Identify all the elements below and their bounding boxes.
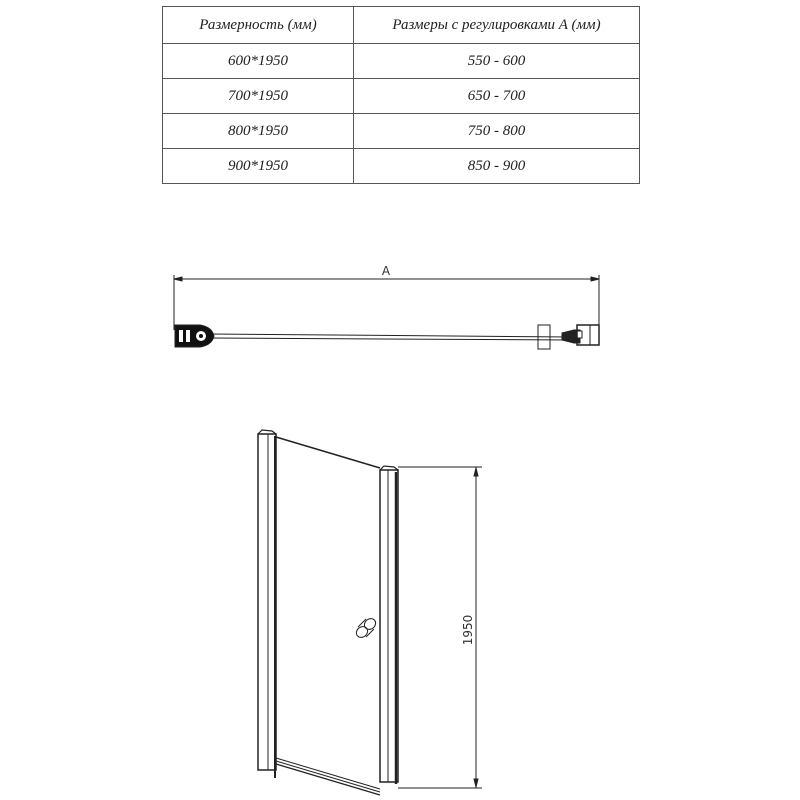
glass-line [210, 334, 570, 337]
cell-size: 900*1950 [163, 149, 354, 184]
cell-range: 850 - 900 [354, 149, 640, 184]
cell-range: 650 - 700 [354, 79, 640, 114]
cell-range: 550 - 600 [354, 44, 640, 79]
cell-size: 800*1950 [163, 114, 354, 149]
arrow-up-icon [474, 468, 478, 476]
left-wall-profile [258, 434, 276, 770]
dimension-label-a: A [381, 264, 391, 278]
cell-range: 750 - 800 [354, 114, 640, 149]
plan-view [174, 264, 599, 349]
door-handle-icon [354, 616, 378, 639]
door-bottom-edge [276, 758, 380, 789]
arrow-left-icon [174, 277, 182, 281]
header-size: Размерность (мм) [163, 7, 354, 44]
cell-size: 600*1950 [163, 44, 354, 79]
arrow-down-icon [474, 779, 478, 787]
arrow-right-icon [591, 277, 599, 281]
door-top-edge [276, 437, 380, 468]
dimension-label-height: 1950 [461, 614, 475, 646]
elevation-view [258, 430, 482, 795]
cell-size: 700*1950 [163, 79, 354, 114]
header-adjusted-size: Размеры с регулировками A (мм) [354, 7, 640, 44]
